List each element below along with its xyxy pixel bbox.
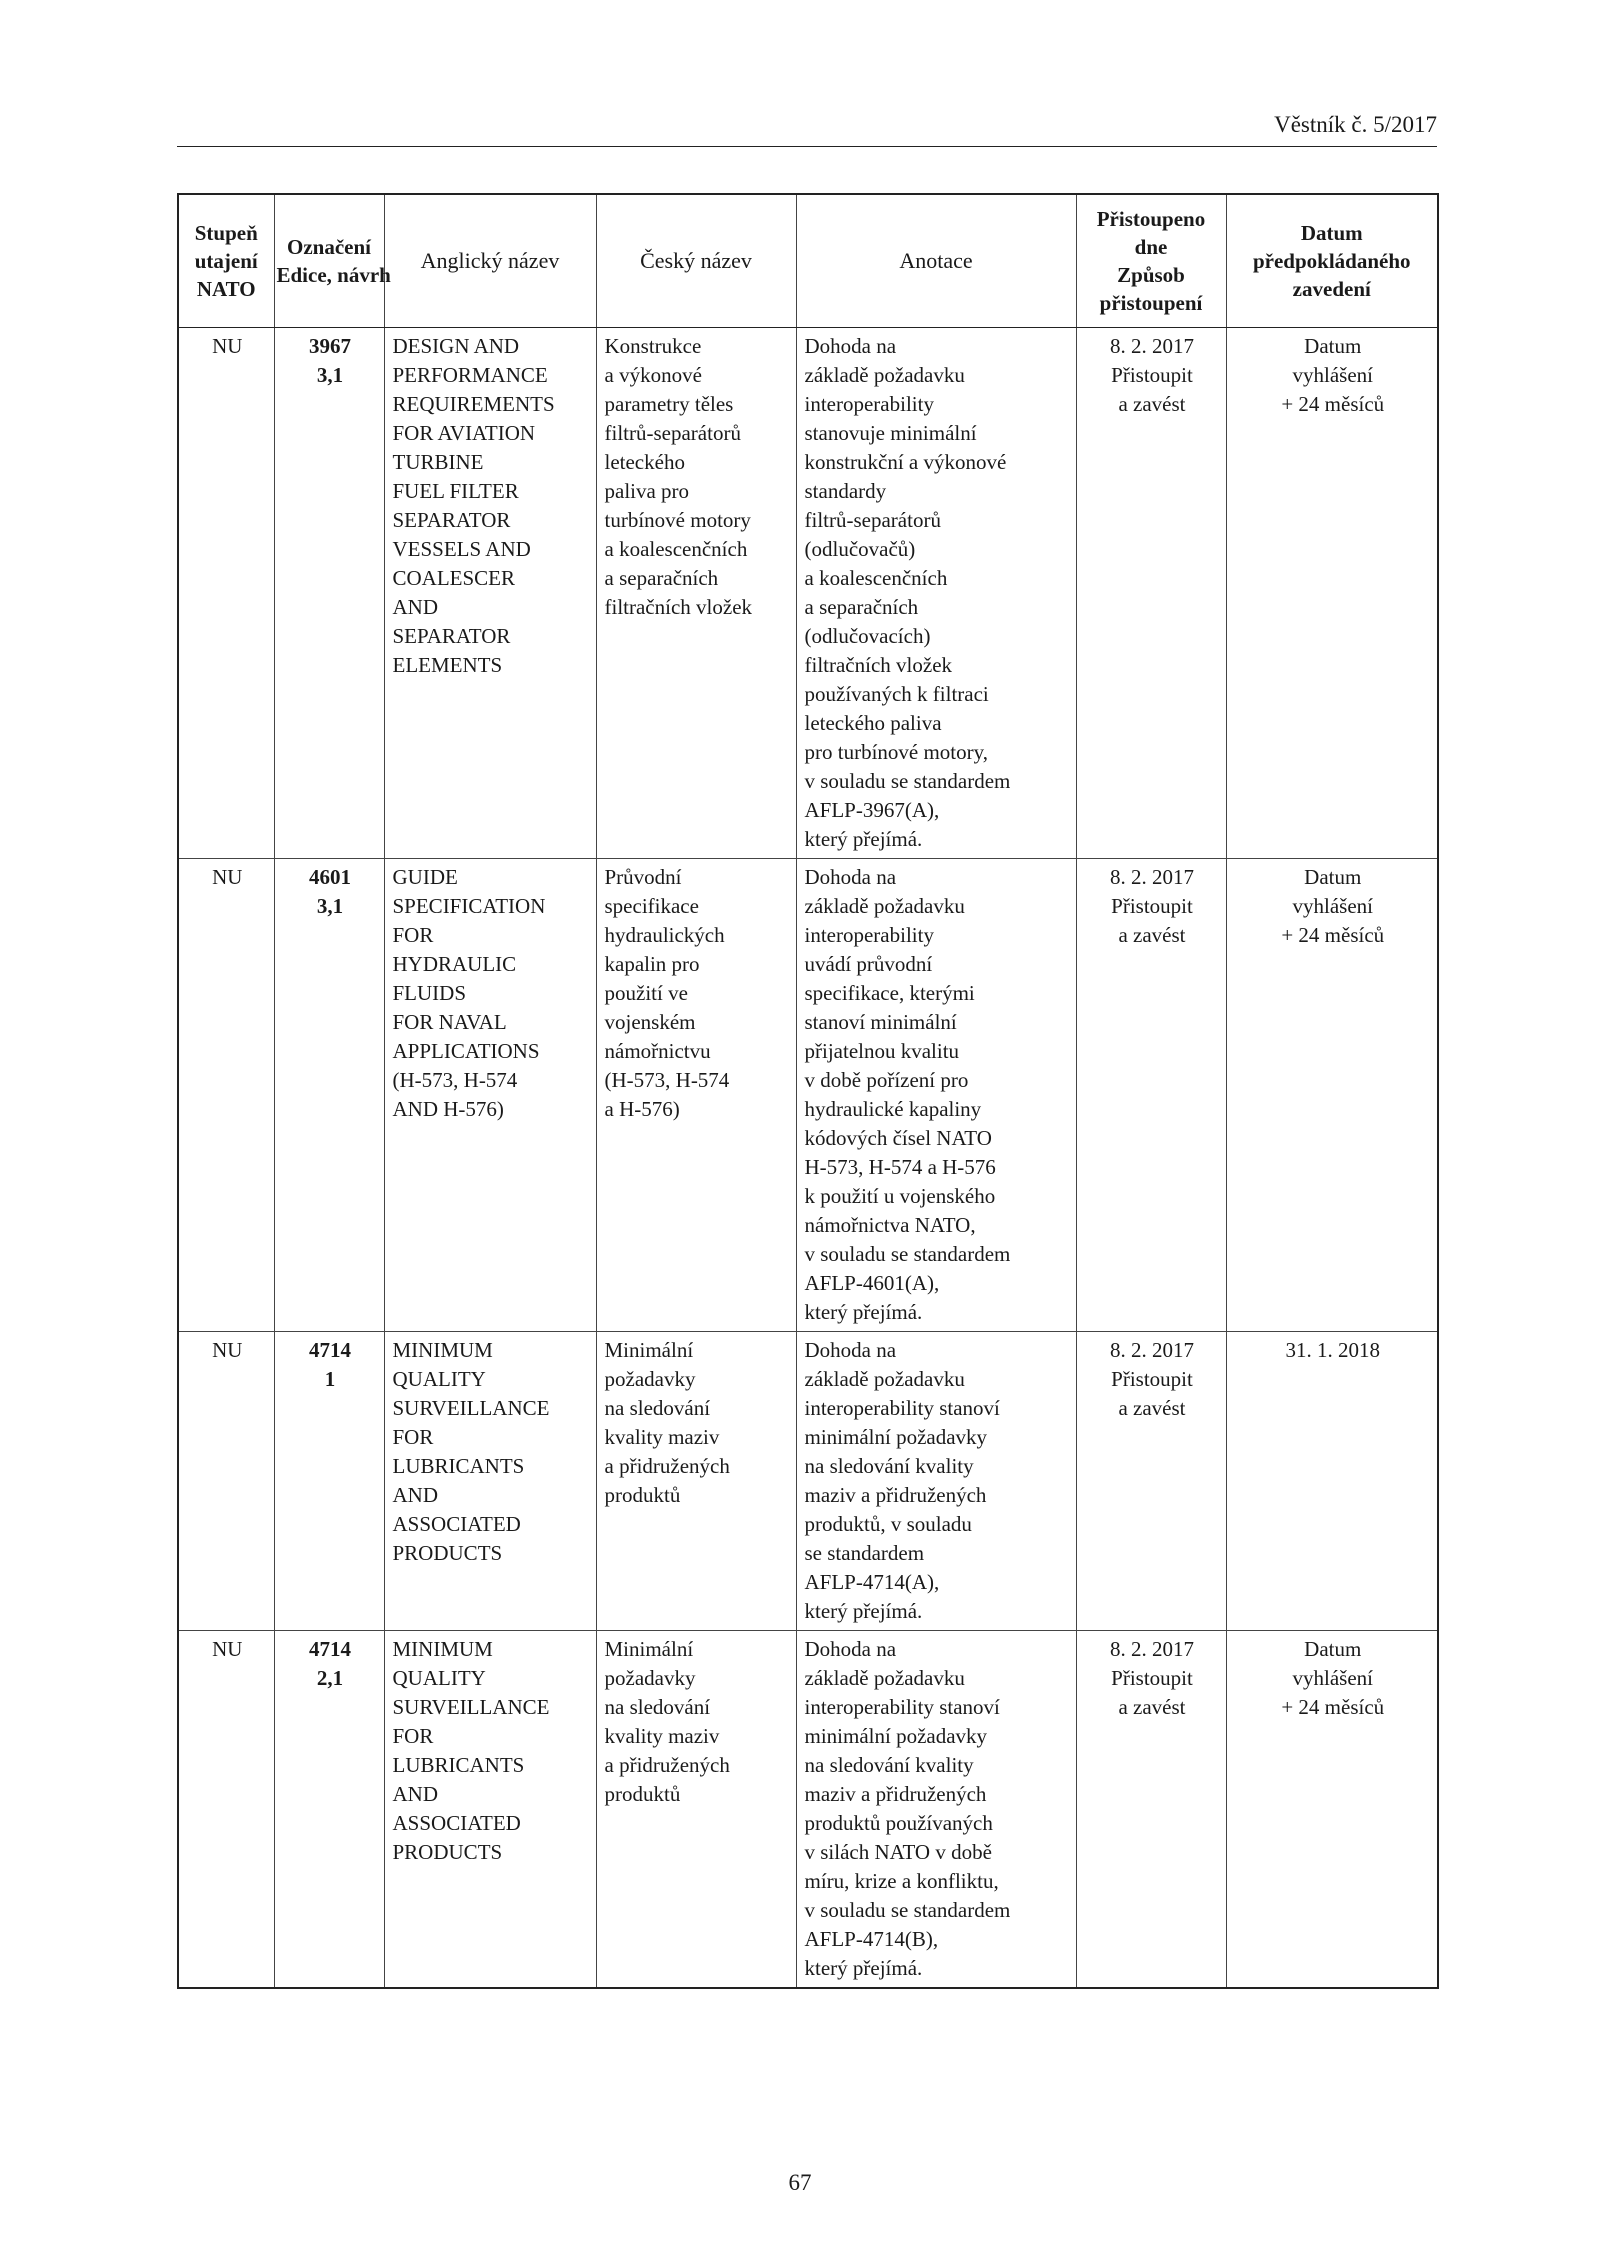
text-line: FLUIDS (392, 981, 467, 1005)
text-line: Datum (1304, 865, 1362, 889)
text-line: interoperability (804, 392, 934, 416)
text-line: předpokládaného (1252, 249, 1411, 273)
text-line: filtračních vložek (604, 595, 753, 619)
text-line: APPLICATIONS (392, 1039, 540, 1063)
text-line: maziv a přidružených (804, 1782, 987, 1806)
text-line: hydraulických (604, 923, 725, 947)
text-line: 3967 (309, 334, 351, 358)
text-line: a koalescenčních (804, 566, 948, 590)
text-line: Dohoda na (804, 1637, 897, 1661)
page-header (177, 112, 1437, 147)
text-line: který přejímá. (804, 827, 923, 851)
text-line: filtrů-separátorů (804, 508, 941, 532)
text-line: 3,1 (316, 894, 344, 918)
table-header-row (178, 194, 1438, 328)
text-line: Konstrukce (604, 334, 702, 358)
text-line: AND (392, 1782, 438, 1806)
classification-cell: NU (178, 1631, 274, 1989)
text-line: kapalin pro (604, 952, 700, 976)
czech-title-cell (596, 1332, 796, 1631)
text-line: AFLP-4714(B), (804, 1927, 939, 1951)
text-line: požadavky (604, 1367, 696, 1391)
text-line: Označení (287, 235, 371, 259)
english-title-cell (384, 859, 596, 1332)
text-line: kódových čísel NATO (804, 1126, 992, 1150)
table-row (178, 859, 1438, 1332)
text-line: Datum (1304, 334, 1362, 358)
text-line: v silách NATO v době (804, 1840, 992, 1864)
text-line: interoperability stanoví (804, 1396, 1000, 1420)
text-line: PRODUCTS (392, 1541, 503, 1565)
text-line: NATO (196, 277, 256, 301)
text-line: ASSOCIATED (392, 1512, 521, 1536)
designation-cell (274, 859, 384, 1332)
text-line: a separačních (804, 595, 919, 619)
text-line: základě požadavku (804, 363, 965, 387)
text-line: Minimální (604, 1637, 694, 1661)
text-line: Stupeň (194, 221, 258, 245)
text-line: použití ve (604, 981, 688, 1005)
text-line: FOR NAVAL (392, 1010, 507, 1034)
annotation-cell (796, 328, 1076, 859)
text-line: AFLP-3967(A), (804, 798, 940, 822)
text-line: FOR (392, 1425, 434, 1449)
text-line: uvádí průvodní (804, 952, 933, 976)
designation-cell (274, 328, 384, 859)
text-line: na sledování (604, 1695, 711, 1719)
text-line: přijatelnou kvalitu (804, 1039, 960, 1063)
text-line: produktů, v souladu (804, 1512, 972, 1536)
english-title-cell (384, 1332, 596, 1631)
text-line: Minimální (604, 1338, 694, 1362)
text-line: MINIMUM (392, 1637, 493, 1661)
text-line: stanoví minimální (804, 1010, 957, 1034)
text-line: + 24 měsíců (1281, 923, 1385, 947)
text-line: DESIGN AND (392, 334, 520, 358)
text-line: Dohoda na (804, 865, 897, 889)
text-line: (odlučovačů) (804, 537, 916, 561)
implementation-cell (1226, 328, 1438, 859)
text-line: Přistoupit (1111, 1666, 1193, 1690)
text-line: minimální požadavky (804, 1724, 988, 1748)
text-line: Datum (1300, 221, 1363, 245)
text-line: používaných k filtraci (804, 682, 989, 706)
designation-cell (274, 1631, 384, 1989)
text-line: který přejímá. (804, 1599, 923, 1623)
text-line: Přistoupit (1111, 894, 1193, 918)
text-line: a zavést (1118, 1695, 1186, 1719)
text-line: dne (1134, 235, 1168, 259)
czech-title-cell (596, 1631, 796, 1989)
text-line: produktů (604, 1483, 681, 1507)
text-line: v souladu se standardem (804, 1242, 1011, 1266)
implementation-cell (1226, 1332, 1438, 1631)
header-czech-title: Český název (596, 194, 796, 328)
text-line: vyhlášení (1292, 363, 1373, 387)
text-line: SPECIFICATION (392, 894, 546, 918)
text-line: kvality maziv (604, 1724, 720, 1748)
header-accession (1076, 194, 1226, 328)
designation-cell (274, 1332, 384, 1631)
text-line: zavedení (1292, 277, 1371, 301)
table-row (178, 1332, 1438, 1631)
header-designation (274, 194, 391, 328)
text-line: a separačních (604, 566, 719, 590)
header-implementation (1226, 194, 1438, 328)
text-line: interoperability (804, 923, 934, 947)
text-line: maziv a přidružených (804, 1483, 987, 1507)
journal-issue: Věstník č. 5/2017 (1274, 112, 1437, 137)
text-line: ELEMENTS (392, 653, 503, 677)
text-line: + 24 měsíců (1281, 1695, 1385, 1719)
text-line: leteckého (604, 450, 685, 474)
accession-cell (1076, 1631, 1226, 1989)
text-line: paliva pro (604, 479, 690, 503)
text-line: COALESCER (392, 566, 516, 590)
text-line: FOR AVIATION (392, 421, 536, 445)
text-line: námořnictvu (604, 1039, 711, 1063)
text-line: filtrů-separátorů (604, 421, 741, 445)
text-line: 1 (324, 1367, 336, 1391)
text-line: základě požadavku (804, 1666, 965, 1690)
accession-cell (1076, 859, 1226, 1332)
text-line: AFLP-4601(A), (804, 1271, 940, 1295)
text-line: 8. 2. 2017 (1110, 1637, 1194, 1661)
text-line: a zavést (1118, 923, 1186, 947)
text-line: AFLP-4714(A), (804, 1570, 940, 1594)
text-line: QUALITY (392, 1367, 486, 1391)
text-line: PRODUCTS (392, 1840, 503, 1864)
text-line: na sledování kvality (804, 1753, 974, 1777)
text-line: GUIDE (392, 865, 458, 889)
text-line: míru, krize a konfliktu, (804, 1869, 999, 1893)
text-line: FOR (392, 923, 434, 947)
text-line: vyhlášení (1292, 894, 1373, 918)
text-line: 31. 1. 2018 (1285, 1338, 1380, 1362)
text-line: základě požadavku (804, 894, 965, 918)
text-line: v době pořízení pro (804, 1068, 969, 1092)
text-line: HYDRAULIC (392, 952, 517, 976)
text-line: požadavky (604, 1666, 696, 1690)
text-line: 4714 (309, 1338, 351, 1362)
text-line: na sledování kvality (804, 1454, 974, 1478)
text-line: Dohoda na (804, 334, 897, 358)
text-line: LUBRICANTS (392, 1753, 525, 1777)
classification-cell: NU (178, 328, 274, 859)
text-line: interoperability stanoví (804, 1695, 1000, 1719)
text-line: utajení (194, 249, 258, 273)
text-line: H-573, H-574 a H-576 (804, 1155, 996, 1179)
text-line: Edice, návrh (276, 263, 391, 287)
text-line: MINIMUM (392, 1338, 493, 1362)
text-line: a zavést (1118, 1396, 1186, 1420)
text-line: kvality maziv (604, 1425, 720, 1449)
text-line: konstrukční a výkonové (804, 450, 1007, 474)
text-line: Dohoda na (804, 1338, 897, 1362)
text-line: TURBINE (392, 450, 484, 474)
text-line: specifikace (604, 894, 699, 918)
text-line: ASSOCIATED (392, 1811, 521, 1835)
text-line: 4601 (309, 865, 351, 889)
text-line: Přistoupeno (1096, 207, 1206, 231)
text-line: SURVEILLANCE (392, 1396, 550, 1420)
text-line: přistoupení (1099, 291, 1203, 315)
text-line: 8. 2. 2017 (1110, 1338, 1194, 1362)
text-line: produktů používaných (804, 1811, 993, 1835)
text-line: 4714 (309, 1637, 351, 1661)
text-line: Přistoupit (1111, 363, 1193, 387)
text-line: Datum (1304, 1637, 1362, 1661)
table-row (178, 328, 1438, 859)
text-line: turbínové motory (604, 508, 751, 532)
text-line: a výkonové (604, 363, 702, 387)
text-line: SURVEILLANCE (392, 1695, 550, 1719)
czech-title-cell (596, 328, 796, 859)
text-line: QUALITY (392, 1666, 486, 1690)
text-line: vyhlášení (1292, 1666, 1373, 1690)
text-line: parametry těles (604, 392, 734, 416)
english-title-cell (384, 1631, 596, 1989)
text-line: a zavést (1118, 392, 1186, 416)
table-row (178, 1631, 1438, 1989)
accession-cell (1076, 328, 1226, 859)
text-line: a koalescenčních (604, 537, 748, 561)
text-line: stanovuje minimální (804, 421, 977, 445)
text-line: vojenském (604, 1010, 696, 1034)
text-line: produktů (604, 1782, 681, 1806)
text-line: v souladu se standardem (804, 1898, 1011, 1922)
text-line: se standardem (804, 1541, 925, 1565)
text-line: Průvodní (604, 865, 682, 889)
text-line: který přejímá. (804, 1956, 923, 1980)
text-line: LUBRICANTS (392, 1454, 525, 1478)
text-line: AND H-576) (392, 1097, 504, 1121)
text-line: k použití u vojenského (804, 1184, 996, 1208)
text-line: (odlučovacích) (804, 624, 931, 648)
text-line: Přistoupit (1111, 1367, 1193, 1391)
text-line: VESSELS AND (392, 537, 531, 561)
header-english-title: Anglický název (384, 194, 596, 328)
text-line: námořnictva NATO, (804, 1213, 976, 1237)
text-line: 3,1 (316, 363, 344, 387)
implementation-cell (1226, 859, 1438, 1332)
text-line: SEPARATOR (392, 624, 511, 648)
text-line: a přidružených (604, 1454, 730, 1478)
classification-cell: NU (178, 859, 274, 1332)
text-line: (H-573, H-574 (604, 1068, 730, 1092)
text-line: Způsob (1117, 263, 1185, 287)
text-line: na sledování (604, 1396, 711, 1420)
text-line: 8. 2. 2017 (1110, 865, 1194, 889)
annotation-cell (796, 1332, 1076, 1631)
text-line: + 24 měsíců (1281, 392, 1385, 416)
text-line: PERFORMANCE (392, 363, 548, 387)
text-line: standardy (804, 479, 887, 503)
text-line: SEPARATOR (392, 508, 511, 532)
standards-table (177, 193, 1439, 1989)
text-line: (H-573, H-574 (392, 1068, 518, 1092)
page-number: 67 (788, 2170, 812, 2195)
header-classification (178, 194, 274, 328)
text-line: 2,1 (316, 1666, 344, 1690)
text-line: a H-576) (604, 1097, 680, 1121)
annotation-cell (796, 859, 1076, 1332)
text-line: AND (392, 1483, 438, 1507)
annotation-cell (796, 1631, 1076, 1989)
text-line: 8. 2. 2017 (1110, 334, 1194, 358)
header-annotation: Anotace (796, 194, 1076, 328)
czech-title-cell (596, 859, 796, 1332)
text-line: leteckého paliva (804, 711, 942, 735)
text-line: AND (392, 595, 438, 619)
text-line: FOR (392, 1724, 434, 1748)
text-line: FUEL FILTER (392, 479, 519, 503)
text-line: pro turbínové motory, (804, 740, 989, 764)
text-line: minimální požadavky (804, 1425, 988, 1449)
text-line: v souladu se standardem (804, 769, 1011, 793)
english-title-cell (384, 328, 596, 859)
text-line: specifikace, kterými (804, 981, 975, 1005)
implementation-cell (1226, 1631, 1438, 1989)
accession-cell (1076, 1332, 1226, 1631)
text-line: který přejímá. (804, 1300, 923, 1324)
classification-cell: NU (178, 1332, 274, 1631)
text-line: hydraulické kapaliny (804, 1097, 982, 1121)
text-line: a přidružených (604, 1753, 730, 1777)
text-line: filtračních vložek (804, 653, 953, 677)
text-line: základě požadavku (804, 1367, 965, 1391)
text-line: REQUIREMENTS (392, 392, 555, 416)
